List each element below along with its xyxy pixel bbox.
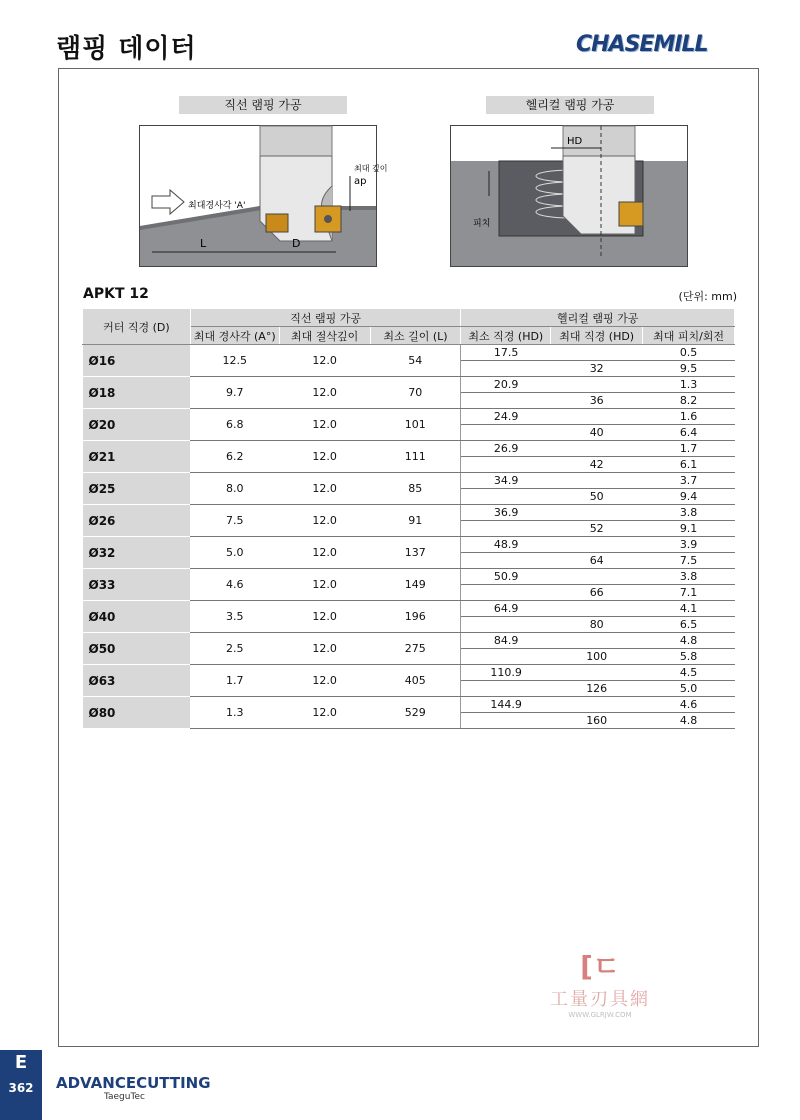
min-hd-cell: 20.9 [461,377,551,393]
min-hd-cell: 144.9 [461,697,551,713]
max-depth-cell: 12.0 [279,505,370,537]
min-hd-blank-cell [461,713,551,729]
header-linear-group: 직선 램핑 가공 [190,309,461,327]
section-title: APKT 12 [83,286,149,302]
helical-diagram-caption: 헬리컬 램핑 가공 [486,96,654,114]
pitch-max-cell: 6.5 [643,617,735,633]
header-min-length: 최소 길이 (L) [370,327,461,345]
pitch-min-cell: 4.1 [643,601,735,617]
pitch-min-cell: 0.5 [643,345,735,361]
pitch-min-cell: 1.3 [643,377,735,393]
pitch-max-cell: 7.5 [643,553,735,569]
pitch-max-cell: 5.0 [643,681,735,697]
footer-brand: ADVANCECUTTING [56,1074,211,1092]
min-hd-cell: 48.9 [461,537,551,553]
section-letter: E [14,1052,28,1073]
max-depth-cell: 12.0 [279,697,370,729]
max-angle-cell: 1.3 [190,697,279,729]
ramping-data-table [82,308,735,729]
table-body [83,345,735,729]
cutter-dia-cell: Ø16 [83,345,191,377]
header-min-hd: 최소 직경 (HD) [461,327,551,345]
min-hd-blank-cell [461,617,551,633]
max-hd-cell: 160 [551,713,643,729]
pitch-max-cell: 4.8 [643,713,735,729]
min-length-cell: 137 [370,537,461,569]
max-angle-cell: 1.7 [190,665,279,697]
max-hd-blank-cell [551,537,643,553]
cutter-dia-cell: Ø33 [83,569,191,601]
cutter-dia-cell: Ø18 [83,377,191,409]
section-tab [0,1050,42,1120]
max-depth-cell: 12.0 [279,665,370,697]
max-hd-cell: 50 [551,489,643,505]
cutter-dia-cell: Ø25 [83,473,191,505]
linear-label-D: D [292,237,301,250]
max-hd-blank-cell [551,665,643,681]
table-row [83,345,735,361]
table-row [83,505,735,521]
min-hd-blank-cell [461,681,551,697]
min-length-cell: 101 [370,409,461,441]
max-depth-cell: 12.0 [279,633,370,665]
max-hd-blank-cell [551,409,643,425]
table-row [83,633,735,649]
cutter-dia-cell: Ø50 [83,633,191,665]
min-hd-cell: 64.9 [461,601,551,617]
min-hd-blank-cell [461,425,551,441]
helical-label-HD: HD [567,136,583,147]
pitch-max-cell: 9.1 [643,521,735,537]
header-max-depth: 최대 절삭깊이 [279,327,370,345]
max-angle-cell: 12.5 [190,345,279,377]
max-depth-cell: 12.0 [279,345,370,377]
pitch-min-cell: 3.8 [643,569,735,585]
watermark [530,945,670,1019]
min-hd-cell: 34.9 [461,473,551,489]
table-row [83,601,735,617]
min-length-cell: 405 [370,665,461,697]
min-length-cell: 111 [370,441,461,473]
min-length-cell: 85 [370,473,461,505]
header-max-angle: 최대 경사각 (A°) [190,327,279,345]
pitch-max-cell: 7.1 [643,585,735,601]
min-hd-blank-cell [461,457,551,473]
pitch-min-cell: 3.9 [643,537,735,553]
header-helical-group: 헬리컬 램핑 가공 [461,309,735,327]
cutter-dia-cell: Ø80 [83,697,191,729]
cutter-dia-cell: Ø21 [83,441,191,473]
pitch-min-cell: 4.5 [643,665,735,681]
max-angle-cell: 6.8 [190,409,279,441]
max-hd-blank-cell [551,569,643,585]
max-depth-cell: 12.0 [279,441,370,473]
linear-label-L: L [200,237,207,250]
min-length-cell: 70 [370,377,461,409]
min-hd-blank-cell [461,361,551,377]
max-depth-cell: 12.0 [279,537,370,569]
min-hd-cell: 24.9 [461,409,551,425]
max-depth-cell: 12.0 [279,601,370,633]
pitch-min-cell: 4.6 [643,697,735,713]
min-length-cell: 91 [370,505,461,537]
cutter-dia-cell: Ø63 [83,665,191,697]
max-hd-cell: 126 [551,681,643,697]
pitch-max-cell: 5.8 [643,649,735,665]
watermark-text: 工量刃具網 [550,989,650,1010]
table-row [83,537,735,553]
max-angle-cell: 8.0 [190,473,279,505]
cutter-dia-cell: Ø40 [83,601,191,633]
max-hd-cell: 42 [551,457,643,473]
max-hd-blank-cell [551,505,643,521]
brand-logo: CHASEMILL [576,32,708,57]
linear-label-angle: 최대경사각 'A' [188,201,246,211]
max-depth-cell: 12.0 [279,377,370,409]
watermark-logo: [ㄷ [580,950,620,983]
max-hd-blank-cell [551,601,643,617]
max-angle-cell: 2.5 [190,633,279,665]
max-depth-cell: 12.0 [279,569,370,601]
page-number: 362 [8,1081,34,1095]
table-row [83,377,735,393]
max-angle-cell: 5.0 [190,537,279,569]
pitch-max-cell: 8.2 [643,393,735,409]
header-cutter-dia: 커터 직경 (D) [83,309,191,345]
min-hd-cell: 84.9 [461,633,551,649]
helical-ramping-illustration [451,126,687,266]
min-hd-cell: 26.9 [461,441,551,457]
pitch-min-cell: 3.8 [643,505,735,521]
pitch-min-cell: 1.7 [643,441,735,457]
table-row [83,409,735,425]
linear-ramping-illustration [140,126,388,266]
table-row [83,665,735,681]
table-row [83,473,735,489]
linear-label-depth: 최대 깊이 [354,164,388,173]
max-angle-cell: 3.5 [190,601,279,633]
max-hd-blank-cell [551,441,643,457]
watermark-url: WWW.GLRJW.COM [568,1011,632,1019]
table-row [83,441,735,457]
pitch-min-cell: 3.7 [643,473,735,489]
max-angle-cell: 4.6 [190,569,279,601]
min-hd-blank-cell [461,393,551,409]
helical-diagram [450,125,688,267]
pitch-max-cell: 9.5 [643,361,735,377]
min-hd-blank-cell [461,585,551,601]
max-hd-blank-cell [551,633,643,649]
footer-sub: TaeguTec [104,1092,145,1102]
min-length-cell: 54 [370,345,461,377]
max-hd-cell: 40 [551,425,643,441]
max-hd-blank-cell [551,345,643,361]
max-hd-cell: 66 [551,585,643,601]
min-hd-blank-cell [461,489,551,505]
max-depth-cell: 12.0 [279,473,370,505]
max-depth-cell: 12.0 [279,409,370,441]
max-hd-cell: 100 [551,649,643,665]
max-hd-blank-cell [551,377,643,393]
min-length-cell: 275 [370,633,461,665]
max-hd-cell: 32 [551,361,643,377]
max-hd-cell: 52 [551,521,643,537]
min-length-cell: 149 [370,569,461,601]
min-hd-cell: 110.9 [461,665,551,681]
max-hd-cell: 80 [551,617,643,633]
cutter-dia-cell: Ø32 [83,537,191,569]
max-hd-cell: 64 [551,553,643,569]
max-hd-cell: 36 [551,393,643,409]
min-hd-cell: 36.9 [461,505,551,521]
linear-diagram [139,125,388,267]
max-angle-cell: 6.2 [190,441,279,473]
max-angle-cell: 9.7 [190,377,279,409]
max-hd-blank-cell [551,473,643,489]
header-max-hd: 최대 직경 (HD) [551,327,643,345]
helical-label-pitch: 피치 [473,219,491,229]
linear-diagram-caption: 직선 램핑 가공 [179,96,347,114]
unit-label: (단위: mm) [678,290,737,303]
cutter-dia-cell: Ø26 [83,505,191,537]
table-row [83,697,735,713]
linear-label-ap: ap [354,176,367,187]
pitch-min-cell: 4.8 [643,633,735,649]
min-hd-cell: 50.9 [461,569,551,585]
min-length-cell: 529 [370,697,461,729]
table-row [83,569,735,585]
min-hd-cell: 17.5 [461,345,551,361]
min-hd-blank-cell [461,521,551,537]
max-hd-blank-cell [551,697,643,713]
header-max-pitch: 최대 피치/회전 [643,327,735,345]
page-title: 램핑 데이터 [56,34,197,64]
min-length-cell: 196 [370,601,461,633]
pitch-min-cell: 1.6 [643,409,735,425]
pitch-max-cell: 6.4 [643,425,735,441]
min-hd-blank-cell [461,553,551,569]
cutter-dia-cell: Ø20 [83,409,191,441]
max-angle-cell: 7.5 [190,505,279,537]
pitch-max-cell: 6.1 [643,457,735,473]
pitch-max-cell: 9.4 [643,489,735,505]
min-hd-blank-cell [461,649,551,665]
